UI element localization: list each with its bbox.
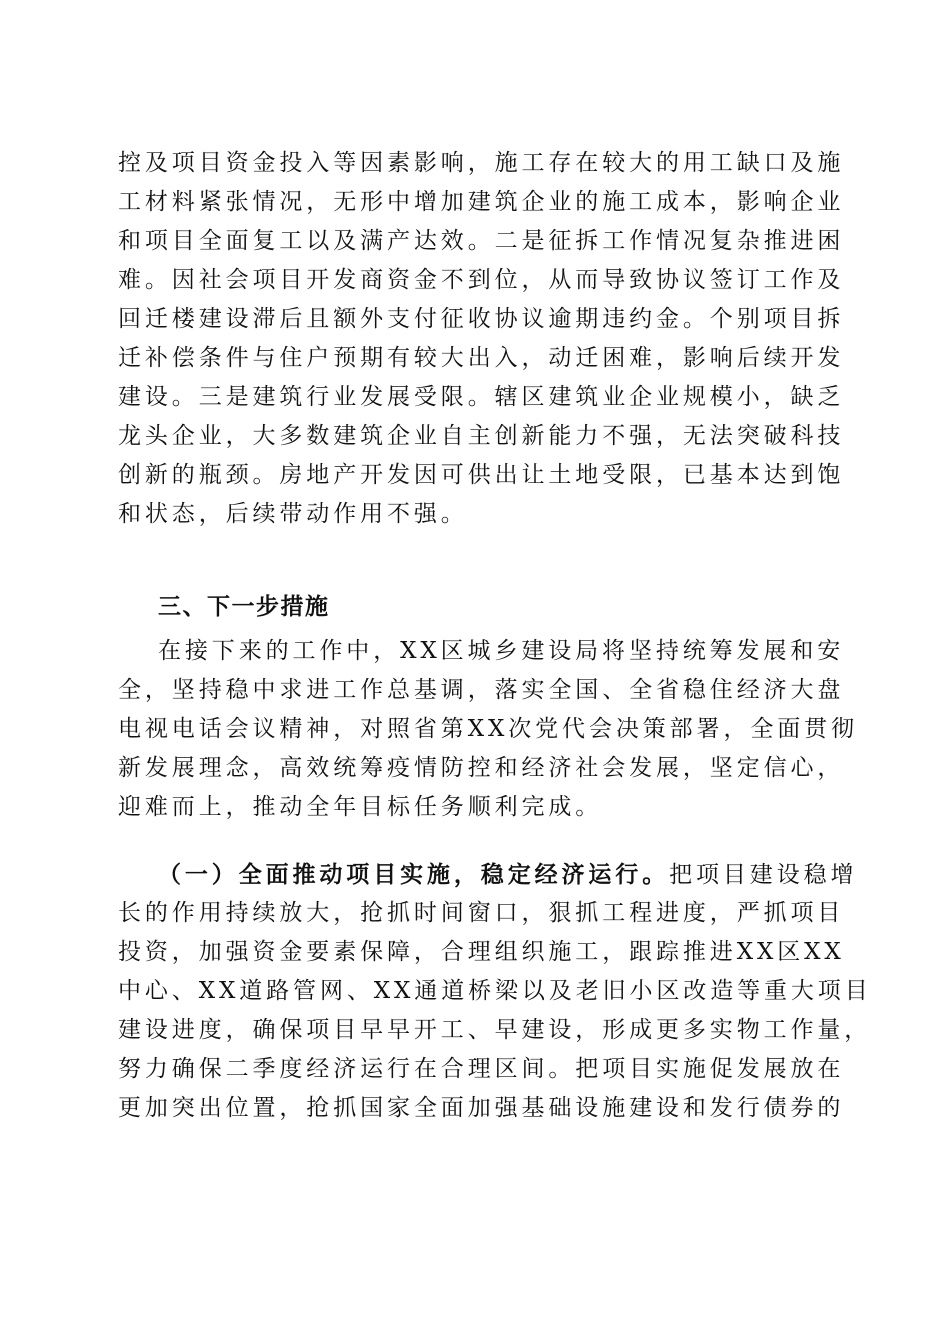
paragraph-line: 迁补偿条件与住户预期有较大出入，动迁困难，影响后续开发 xyxy=(118,345,845,371)
paragraph-line: 努力确保二季度经济运行在合理区间。把项目实施促发展放在 xyxy=(118,1056,845,1082)
section-heading-next-steps xyxy=(118,588,836,627)
paragraph-line: 龙头企业，大多数建筑企业自主创新能力不强，无法突破科技 xyxy=(118,423,845,449)
paragraph-line: 长的作用持续放大，抢抓时间窗口，狠抓工程进度，严抓项目 xyxy=(118,900,845,926)
paragraph-line-rest: 把项目建设稳增 xyxy=(669,862,858,888)
paragraph-line: 建设进度，确保项目早早开工、早建设，形成更多实物工作量， xyxy=(118,1017,872,1043)
paragraph-problems-continued xyxy=(118,144,845,534)
paragraph-line: 控及项目资金投入等因素影响，施工存在较大的用工缺口及施 xyxy=(118,150,845,176)
paragraph-line: 投资，加强资金要素保障，合理组织施工，跟踪推进XX区XX xyxy=(118,939,845,965)
paragraph-line: 更加突出位置，抢抓国家全面加强基础设施建设和发行债券的 xyxy=(118,1095,845,1121)
paragraph-line: 迎难而上，推动全年目标任务顺利完成。 xyxy=(118,794,603,820)
paragraph-line: 新发展理念，高效统筹疫情防控和经济社会发展，坚定信心， xyxy=(118,755,845,781)
subsection-lead: （一）全面推动项目实施，稳定经济运行。 xyxy=(158,861,670,888)
paragraph-line: 和项目全面复工以及满产达效。二是征拆工作情况复杂推进困 xyxy=(118,228,845,254)
paragraph-line: 全，坚持稳中求进工作总基调，落实全国、全省稳住经济大盘 xyxy=(118,677,845,703)
paragraph-line: 工材料紧张情况，无形中增加建筑企业的施工成本，影响企业 xyxy=(118,189,845,215)
paragraph-first-line xyxy=(118,855,858,894)
paragraph-line: 电视电话会议精神，对照省第XX次党代会决策部署，全面贯彻 xyxy=(118,716,858,742)
paragraph-line: 和状态，后续带动作用不强。 xyxy=(118,501,468,527)
paragraph-project-implementation xyxy=(118,855,872,1128)
paragraph-line: 难。因社会项目开发商资金不到位，从而导致协议签订工作及 xyxy=(118,267,845,293)
paragraph-line: 回迁楼建设滞后且额外支付征收协议逾期违约金。个别项目拆 xyxy=(118,306,845,332)
paragraph-line: 建设。三是建筑行业发展受限。辖区建筑业企业规模小，缺乏 xyxy=(118,384,845,410)
paragraph-line: 创新的瓶颈。房地产开发因可供出让土地受限，已基本达到饱 xyxy=(118,462,845,488)
paragraph-next-steps-intro xyxy=(118,632,858,827)
section-heading: 三、下一步措施 xyxy=(158,594,330,620)
paragraph-line: 中心、XX道路管网、XX通道桥梁以及老旧小区改造等重大项目 xyxy=(118,978,872,1004)
paragraph-line: 在接下来的工作中，XX区城乡建设局将坚持统筹发展和安 xyxy=(158,638,845,664)
